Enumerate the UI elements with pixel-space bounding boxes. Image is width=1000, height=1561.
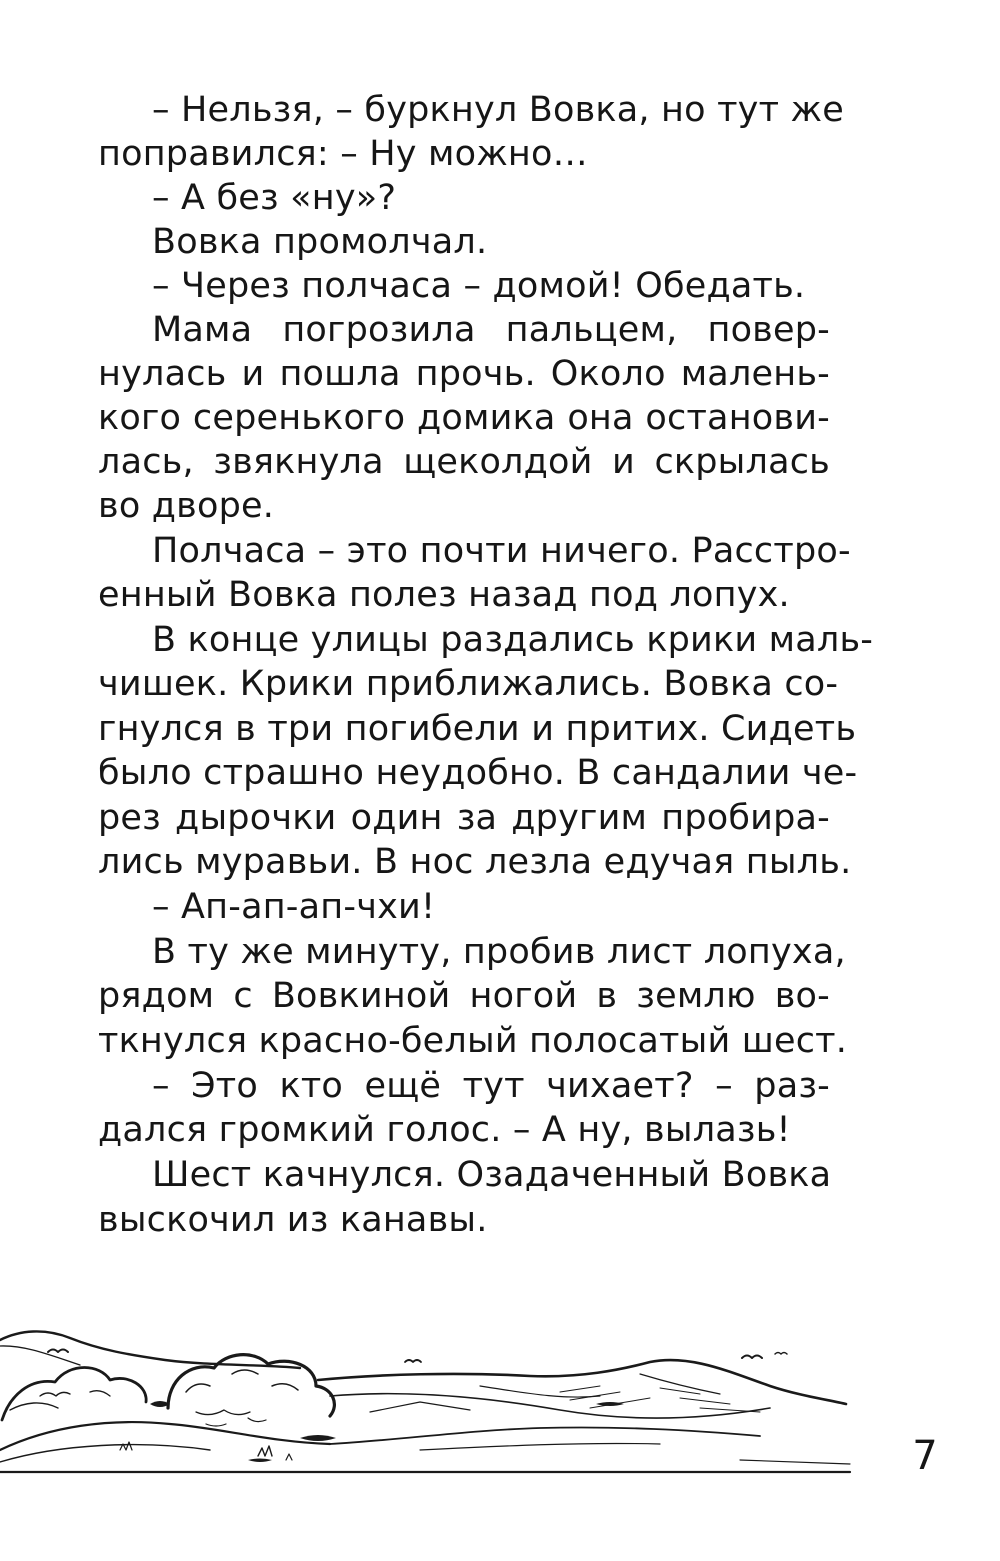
text-line: Вовка промолчал. <box>152 222 488 262</box>
text-line: кого серенького домика она останови- <box>98 398 830 438</box>
text-line: чишек. Крики приближались. Вовка со- <box>98 664 839 704</box>
text-line: дался громкий голос. – А ну, вылазь! <box>98 1110 791 1150</box>
text-line: – А без «ну»? <box>152 178 397 218</box>
text-line: было страшно неудобно. В сандалии че- <box>98 753 858 793</box>
text-line: нулась и пошла прочь. Около малень- <box>98 354 830 394</box>
text-line: рядом с Вовкиной ногой в землю во- <box>98 976 830 1016</box>
text-line: гнулся в три погибели и притих. Сидеть <box>98 709 857 749</box>
text-line: выскочил из канавы. <box>98 1200 488 1240</box>
text-line: лись муравьи. В нос лезла едучая пыль. <box>98 842 852 882</box>
landscape-illustration <box>0 1300 860 1480</box>
text-line: – Нельзя, – буркнул Вовка, но тут же <box>152 90 844 130</box>
text-line: ткнулся красно-белый полосатый шест. <box>98 1021 848 1061</box>
text-line: – Через полчаса – домой! Обедать. <box>152 266 806 306</box>
text-line: поправился: – Ну можно… <box>98 134 588 174</box>
text-line: рез дырочки один за другим пробира- <box>98 798 830 838</box>
text-line: Мама погрозила пальцем, повер- <box>152 310 830 350</box>
text-line: лась, звякнула щеколдой и скрылась <box>98 442 830 482</box>
text-line: Шест качнулся. Озадаченный Вовка <box>152 1155 832 1195</box>
text-line: енный Вовка полез назад под лопух. <box>98 575 790 615</box>
page-number: 7 <box>912 1433 938 1479</box>
text-line: во дворе. <box>98 486 275 526</box>
text-line: В ту же минуту, пробив лист лопуха, <box>152 932 846 972</box>
text-line: – Это кто ещё тут чихает? – раз- <box>152 1066 830 1106</box>
text-line: Полчаса – это почти ничего. Расстро- <box>152 531 851 571</box>
text-line: В конце улицы раздались крики маль- <box>152 620 874 660</box>
text-line: – Ап-ап-ап-чхи! <box>152 887 436 927</box>
